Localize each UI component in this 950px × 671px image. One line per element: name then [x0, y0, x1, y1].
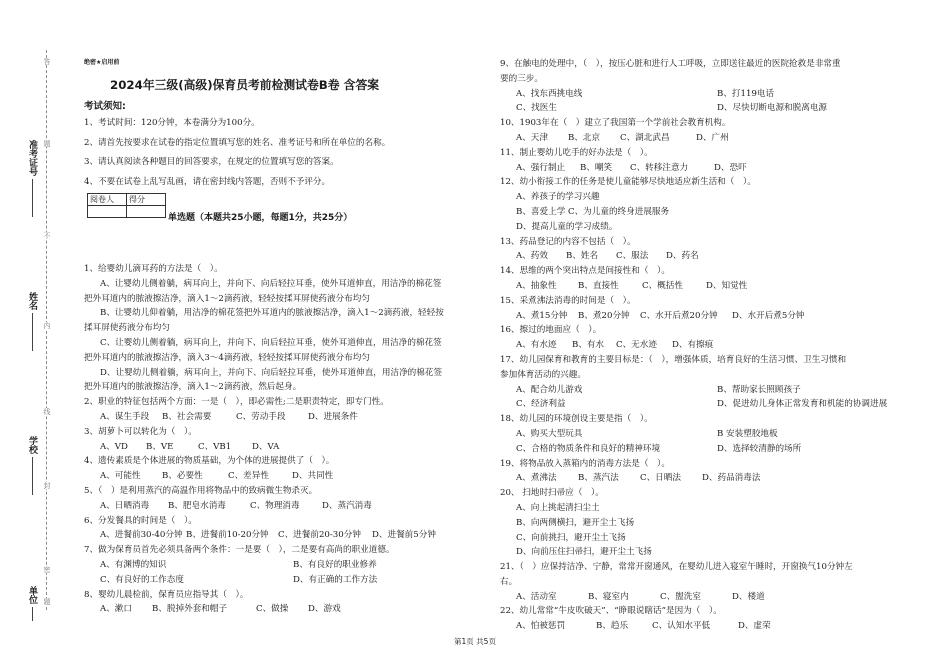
option-row [500, 471, 918, 486]
question-stem: 5、（ ）是利用蒸汽的高温作用将物品中的致病微生物杀灭。 [84, 485, 318, 496]
option[interactable]: B、肥皂水消毒 [168, 500, 226, 511]
score-table [87, 193, 166, 218]
question-stem: 13、药品登记的内容不包括（ ）。 [500, 236, 636, 247]
question-stem: 18、幼儿园的环境创设主要是指（ ）。 [500, 414, 653, 425]
option[interactable]: B、打119电话 [717, 88, 775, 99]
option[interactable]: B、寝室内 [588, 591, 629, 602]
option[interactable]: C、认知水平低 [652, 621, 711, 632]
notice-list [84, 114, 484, 192]
seal-mark: 内 [43, 322, 51, 329]
option[interactable]: B、北京 [568, 132, 601, 143]
option[interactable]: D、进展条件 [308, 411, 358, 422]
option[interactable]: D、游戏 [308, 604, 341, 615]
option-line[interactable]: A、养孩子的学习兴趣 [516, 192, 600, 203]
option[interactable]: A、有渊博的知识 [100, 559, 167, 570]
right-question-column [500, 57, 918, 634]
question-stem: 16、擦过的地面应（ ）。 [500, 325, 602, 336]
option-row [500, 101, 918, 116]
option-line: 把外耳道内的脓液擦洁净，滴入3～4滴药液，轻轻按揉耳屏使药液分布均匀 [84, 352, 370, 363]
score-cell[interactable] [127, 206, 166, 218]
question-stem: 11、制止婴幼儿吃手的好办法是（ ）。 [500, 147, 653, 158]
question-stem: 19、将物品放入蒸箱内的消毒方法是（ ）。 [500, 458, 670, 469]
option[interactable]: B、姓名 [566, 251, 599, 262]
option[interactable]: A、找东西挑电线 [516, 88, 583, 99]
option-row [500, 383, 918, 398]
notice-item: 2、请首先按要求在试卷的指定位置填写您的姓名、准考证号和所在单位的名称。 [84, 137, 391, 148]
seal-mark: 题 [43, 140, 51, 147]
option-row [500, 338, 918, 353]
option-row [500, 87, 918, 102]
option[interactable]: A、怕被惩罚 [516, 621, 566, 632]
option-row [500, 442, 918, 457]
option[interactable]: D、尽快切断电源和脱离电源 [717, 103, 828, 114]
exam-number-label: 准考证号 [26, 140, 39, 217]
score-header: 得分 [127, 194, 166, 206]
option[interactable]: B、VE [146, 441, 174, 452]
option[interactable]: B、煮20分钟 [578, 310, 630, 321]
option-line: C、让婴幼儿侧着躺，病耳向上，并向下、向后轻拉耳垂，使外耳道伸直，用洁净的棉花签 [100, 337, 442, 348]
option-row [500, 249, 918, 264]
option-row [84, 573, 486, 588]
question-stem: 2、职业的特征包括两个方面：一是（ ），即必需性;二是职责特定，即专门性。 [84, 397, 389, 408]
question-stem: 15、采煮沸法消毒的时间是（ ）。 [500, 295, 636, 306]
option[interactable]: C、合格的物质条件和良好的精神环境 [516, 443, 661, 454]
school-label: 学校 [26, 436, 39, 495]
option-line: D、让婴幼儿侧着躺，病耳向上，并向下、向后轻拉耳垂，使外耳道伸直，用洁净的棉花签 [100, 367, 443, 378]
notice-item: 1、考试时间：120分钟，本卷满分为100分。 [84, 118, 260, 128]
option-row [500, 309, 918, 324]
option-row [500, 279, 918, 294]
question-stem: 右。 [500, 576, 518, 587]
option-row [84, 469, 486, 484]
question-stem: 1、给婴幼儿滴耳药的方法是（ ）。 [84, 264, 223, 274]
option[interactable]: C、日晒法 [640, 473, 681, 484]
option[interactable]: B、有水 [572, 340, 605, 351]
option[interactable]: A、购买大型玩具 [516, 428, 583, 439]
option[interactable]: C、转移注意力 [630, 162, 689, 173]
question-stem: 10、1903年在（ ）建立了我国第一个学前社会教育机构。 [500, 118, 731, 129]
option[interactable]: B、有良好的职业修养 [293, 559, 377, 570]
notice-heading: 考试须知: [84, 101, 126, 112]
option[interactable]: C、盥洗室 [660, 591, 701, 602]
option-line[interactable]: A、向上挑起清扫尘土 [516, 502, 600, 513]
option[interactable]: D、有正确的工作方法 [293, 574, 378, 585]
option[interactable]: A、可能性 [100, 471, 141, 482]
option[interactable]: A、天津 [516, 132, 548, 143]
option[interactable]: C、劳动手段 [236, 411, 286, 422]
option-line: 揉耳屏使药液分布均匀 [84, 323, 170, 334]
option[interactable]: C、湖北武昌 [620, 132, 670, 143]
option-line: 把外耳道内的脓液擦洁净，滴入1～2滴药液，然后起身。 [84, 382, 302, 393]
notice-item: 3、请认真阅读各种题目的回答要求，在规定的位置填写您的答案。 [84, 157, 339, 167]
page-footer: 第1页 共5页 [454, 637, 496, 646]
option[interactable]: B、趋乐 [596, 621, 629, 632]
question-stem: 3、胡萝卜可以转化为（ ）。 [84, 426, 197, 437]
question-stem: 17、幼儿园保育和教育的主要目标是：（ ），增强体质，培育良好的生活习惯、卫生习惯和 [500, 354, 847, 365]
option[interactable]: C、找医生 [516, 103, 557, 114]
question-stem: 20、 扫地时扫帚应（ ）。 [500, 488, 604, 499]
option-row [84, 602, 486, 617]
option-line: B、让婴幼儿仰着躺，用洁净的棉花签把外耳道内的脓液擦洁净，滴入1～2滴药液，轻轻按 [100, 308, 444, 319]
seal-mark: 答 [43, 58, 51, 65]
question-stem: 22、幼儿常常“牛皮吹破天”、“睁眼说瞎话”是因为（ ）。 [500, 606, 722, 617]
option[interactable]: B、脱掉外套和帽子 [152, 604, 228, 615]
option[interactable]: C、水开后煮20分钟 [640, 310, 718, 321]
option[interactable]: D、楼道 [732, 591, 765, 602]
option-line[interactable]: D、向前压住扫帚扫，避开尘土飞扬 [516, 547, 652, 558]
question-stem: 要的三步。 [500, 73, 543, 84]
option[interactable]: A、煮15分钟 [516, 310, 568, 321]
option-row [500, 590, 918, 605]
option[interactable]: D、VA [252, 441, 280, 452]
option-row [500, 397, 918, 412]
seal-mark: 密 [43, 566, 51, 573]
option[interactable]: D、虚荣 [738, 621, 771, 632]
option-row [84, 558, 486, 573]
option[interactable]: D、促进幼儿身体正常发育和机能的协调进展 [717, 399, 888, 410]
option[interactable]: D、知觉性 [706, 280, 748, 291]
option[interactable]: B、进餐前10-20分钟 [186, 530, 269, 541]
option[interactable]: D、恐吓 [714, 162, 747, 173]
option[interactable]: D、蒸汽消毒 [322, 500, 372, 511]
option[interactable]: D、进餐前5分钟 [372, 530, 436, 541]
option-row [84, 499, 486, 514]
option[interactable]: C、经济利益 [516, 399, 566, 410]
question-stem: 12、幼小衔接工作的任务是使儿童能够尽快地适应新生活和（ ）。 [500, 177, 756, 188]
binding-strip [0, 0, 60, 671]
confidential-mark: 绝密★启用前 [84, 59, 120, 66]
question-stem: 参加体育活动的兴趣。 [500, 369, 586, 380]
option[interactable]: A、强行制止 [516, 162, 566, 173]
option[interactable]: D、水开后煮5分钟 [732, 310, 805, 321]
option[interactable]: C、服法 [616, 251, 649, 262]
option[interactable]: D、共同性 [292, 471, 334, 482]
seal-line [46, 50, 47, 610]
grader-cell[interactable] [88, 206, 127, 218]
option[interactable]: C、做操 [256, 604, 289, 615]
question-stem: 9、在触电的处理中，（ ），按压心脏和进行人工呼吸，立即送往最近的医院抢救是非常重 [500, 59, 841, 69]
option[interactable]: C、VB1 [198, 441, 232, 452]
left-question-column [84, 262, 486, 617]
option[interactable]: C、差异性 [228, 471, 269, 482]
option-line[interactable]: B、向两侧横扫，避开尘土飞扬 [516, 517, 635, 528]
notice-item: 4、不要在试卷上乱写乱画，请在密封线内答题，否则不予评分。 [84, 176, 331, 187]
option-row [500, 619, 918, 634]
option[interactable]: A、药效 [516, 251, 548, 262]
option-row [500, 427, 918, 442]
seal-mark: 线 [43, 408, 51, 415]
option[interactable]: A、进餐前30-40分钟 [100, 530, 183, 541]
option[interactable]: B、蒸汽法 [578, 473, 619, 484]
option[interactable]: C、无水迹 [616, 340, 657, 351]
option-row [84, 410, 486, 425]
option[interactable]: C、物理消毒 [250, 500, 300, 511]
option[interactable]: D、药名 [666, 251, 699, 262]
option-line: A、让婴幼儿侧着躺，病耳向上，并向下、向后轻拉耳垂，使外耳道伸直，用洁净的棉花签 [100, 278, 442, 289]
option[interactable]: A、配合幼儿游戏 [516, 384, 583, 395]
question-stem: 7、做为保育员首先必须具备两个条件：一是要（ ），二是要有高尚的职业道德。 [84, 545, 395, 556]
question-stem: 8、婴幼儿晨检前，保育员应指导其（ ）。 [84, 589, 249, 600]
grader-header: 阅卷人 [88, 194, 127, 206]
option[interactable]: D、有擦痕 [672, 340, 714, 351]
option[interactable]: B、嘲笑 [580, 162, 613, 173]
option[interactable]: A、日晒消毒 [100, 500, 150, 511]
unit-label: 单位 [26, 586, 39, 621]
option-line: 把外耳道内的脓液擦洁净，滴入1～2滴药液，轻轻按揉耳屏使药液分布均匀 [84, 293, 370, 304]
option-line[interactable]: C、向前挑扫，避开尘土飞扬 [516, 532, 626, 543]
question-stem: 4、遗传素质是个体进展的物质基础，为个体的进展提供了（ ）。 [84, 456, 335, 467]
question-stem: 6、分发餐具的时间是（ ）。 [84, 515, 197, 526]
option-line[interactable]: B、喜爱上学 C、为儿童的终身进展服务 [516, 206, 670, 217]
option[interactable]: B、帮助家长照顾孩子 [717, 384, 801, 395]
seal-mark: 不 [43, 232, 51, 239]
option[interactable]: A、有水迹 [516, 340, 557, 351]
option-row [84, 440, 486, 455]
option[interactable]: D、广州 [696, 132, 729, 143]
option-line[interactable]: D、提高儿童的学习成绩。 [516, 221, 618, 232]
option[interactable]: A、VD [100, 441, 128, 452]
option[interactable]: B 安装塑胶地板 [717, 428, 778, 439]
seal-mark: 封 [43, 482, 51, 489]
option[interactable]: C、概括性 [642, 280, 683, 291]
option[interactable]: A、活动室 [516, 591, 557, 602]
option[interactable]: B、直接性 [578, 280, 619, 291]
option[interactable]: A、谋生手段 [100, 411, 150, 422]
option[interactable]: C、有良好的工作态度 [100, 574, 184, 585]
option[interactable]: B、必要性 [162, 471, 203, 482]
name-label: 姓名 [26, 292, 39, 351]
option[interactable]: A、抽象性 [516, 280, 557, 291]
page-title: 2024年三级(高级)保育员考前检测试卷B卷 含答案 [110, 78, 380, 92]
option[interactable]: A、煮沸法 [516, 473, 557, 484]
option-row [500, 161, 918, 176]
option-row [500, 131, 918, 146]
question-stem: 21、（ ）应保持洁净、宁静，常常开窗通风，在婴幼儿进入寝室午睡时，开窗换气10分钟左 [500, 562, 853, 573]
option[interactable]: B、社会需要 [162, 411, 212, 422]
option[interactable]: C、进餐前20-30分钟 [278, 530, 361, 541]
option[interactable]: A、漱口 [100, 604, 132, 615]
seal-mark: 题 [43, 598, 51, 605]
option-row [84, 528, 486, 543]
section-title: 单选题（本题共25小题，每题1分，共25分） [168, 213, 353, 223]
question-stem: 14、思维的两个突出特点是间接性和（ ）。 [500, 266, 670, 277]
option[interactable]: D、选择较清静的场所 [717, 443, 802, 454]
option[interactable]: D、药品消毒法 [702, 473, 761, 484]
